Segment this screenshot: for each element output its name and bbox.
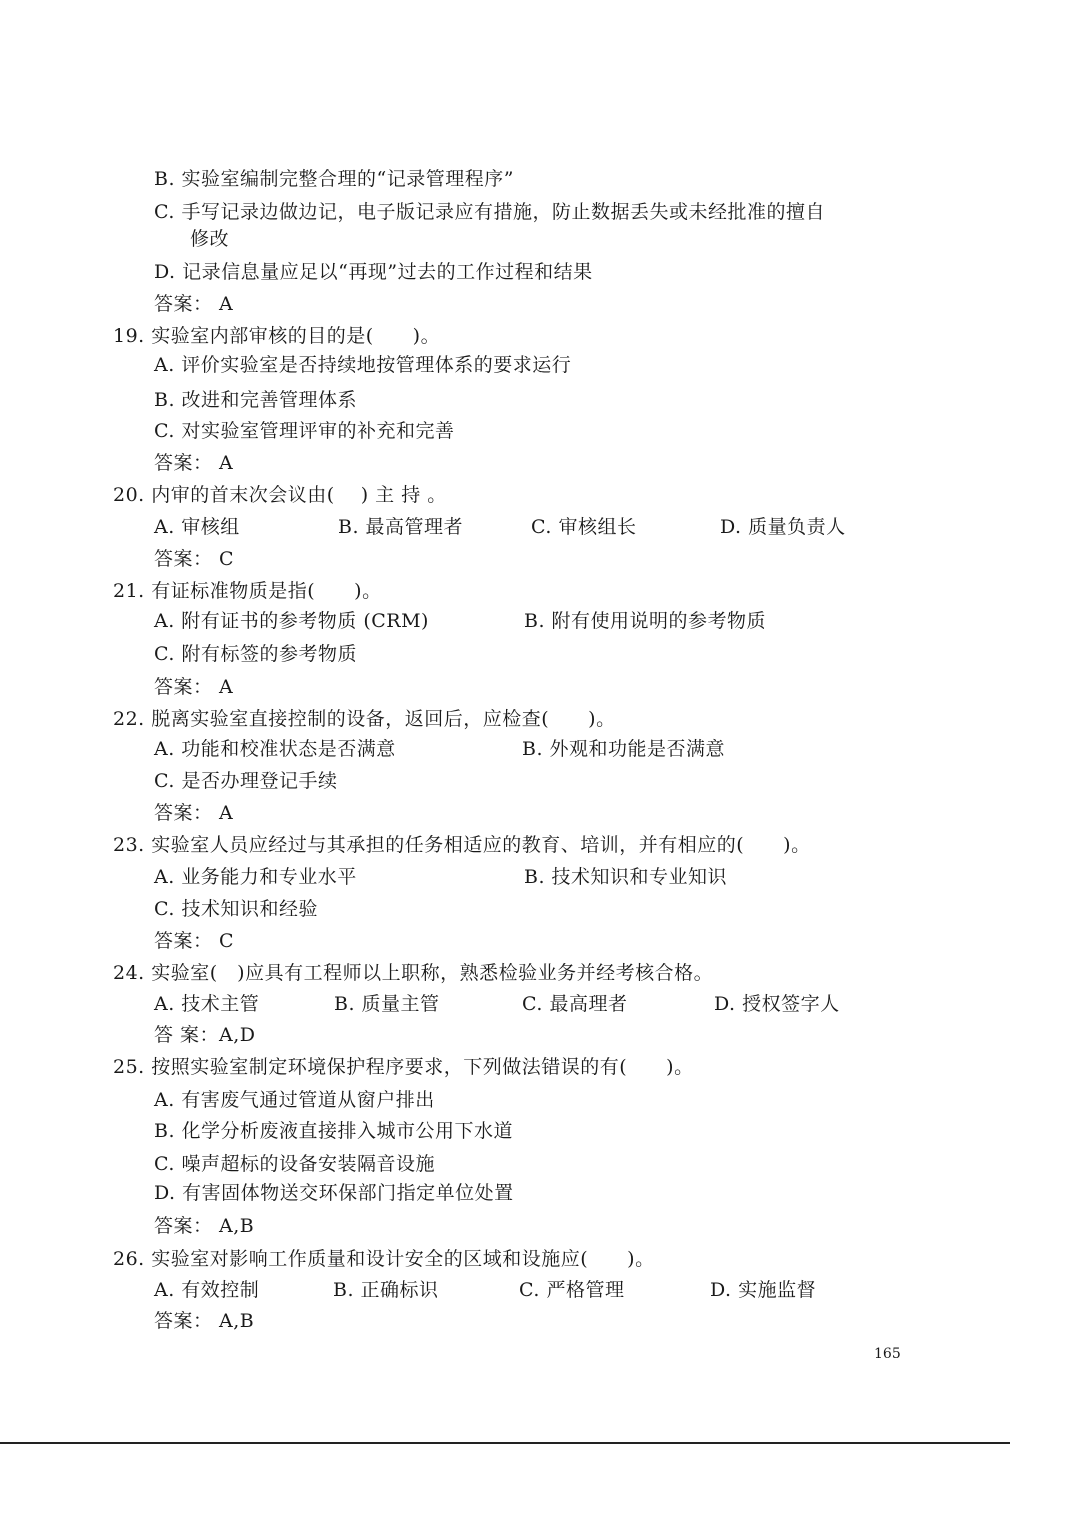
q18-option-c: C. 手写记录边做边记，电子版记录应有措施，防止数据丢失或未经批准的擅自 [154,201,825,223]
q21-answer: 答案： A [154,676,234,698]
q25-option-c: C. 噪声超标的设备安装隔音设施 [154,1153,435,1175]
q23-answer: 答案： C [154,930,235,952]
q24-option-c: C. 最高理者 [522,993,628,1015]
q19-stem: 19. 实验室内部审核的目的是( )。 [113,325,441,347]
q20-option-b: B. 最高管理者 [338,516,464,538]
q26-option-a: A. 有效控制 [154,1279,260,1301]
q19-answer: 答案： A [154,452,234,474]
q26-answer: 答案： A,B [154,1310,255,1332]
q26-option-d: D. 实施监督 [710,1279,817,1301]
q26-stem: 26. 实验室对影响工作质量和设计安全的区域和设施应( )。 [113,1248,655,1270]
q25-option-d: D. 有害固体物送交环保部门指定单位处置 [154,1182,514,1204]
q24-option-d: D. 授权签字人 [714,993,840,1015]
bottom-rule-divider [0,1442,1010,1444]
q24-answer: 答 案：A,D [154,1024,256,1046]
q20-option-d: D. 质量负责人 [720,516,846,538]
q21-stem: 21. 有证标准物质是指( )。 [113,580,382,602]
q22-option-a: A. 功能和校准状态是否满意 [154,738,396,760]
q21-option-b: B. 附有使用说明的参考物质 [524,610,767,632]
q22-option-b: B. 外观和功能是否满意 [522,738,726,760]
q25-stem: 25. 按照实验室制定环境保护程序要求，下列做法错误的有( )。 [113,1056,694,1078]
q21-option-a: A. 附有证书的参考物质 (CRM) [154,610,429,632]
q23-option-a: A. 业务能力和专业水平 [154,866,357,888]
q22-answer: 答案： A [154,802,234,824]
q24-stem: 24. 实验室( )应具有工程师以上职称，熟悉检验业务并经考核合格。 [113,962,714,984]
q19-option-b: B. 改进和完善管理体系 [154,389,358,411]
q26-option-c: C. 严格管理 [519,1279,625,1301]
page-number: 165 [874,1346,901,1362]
q25-option-a: A. 有害废气通过管道从窗户排出 [154,1089,435,1111]
q23-option-b: B. 技术知识和专业知识 [524,866,728,888]
q24-option-a: A. 技术主管 [154,993,260,1015]
q21-option-c: C. 附有标签的参考物质 [154,643,357,665]
q19-option-c: C. 对实验室管理评审的补充和完善 [154,420,455,442]
q23-option-c: C. 技术知识和经验 [154,898,318,920]
q20-stem: 20. 内审的首末次会议由( ) 主 持 。 [113,484,447,506]
q18-option-d: D. 记录信息量应足以“再现”过去的工作过程和结果 [154,261,593,283]
q24-option-b: B. 质量主管 [334,993,440,1015]
q23-stem: 23. 实验室人员应经过与其承担的任务相适应的教育、培训，并有相应的( )。 [113,834,811,856]
q25-answer: 答案： A,B [154,1215,255,1237]
q19-option-a: A. 评价实验室是否持续地按管理体系的要求运行 [154,354,572,376]
q20-answer: 答案： C [154,548,235,570]
q25-option-b: B. 化学分析废液直接排入城市公用下水道 [154,1120,514,1142]
q22-stem: 22. 脱离实验室直接控制的设备，返回后，应检查( )。 [113,708,616,730]
q26-option-b: B. 正确标识 [333,1279,439,1301]
q18-answer: 答案： A [154,293,234,315]
q18-option-c-continued: 修改 [190,228,230,250]
q20-option-c: C. 审核组长 [531,516,637,538]
q18-option-b: B. 实验室编制完整合理的“记录管理程序” [154,168,514,190]
q22-option-c: C. 是否办理登记手续 [154,770,338,792]
q20-option-a: A. 审核组 [154,516,240,538]
